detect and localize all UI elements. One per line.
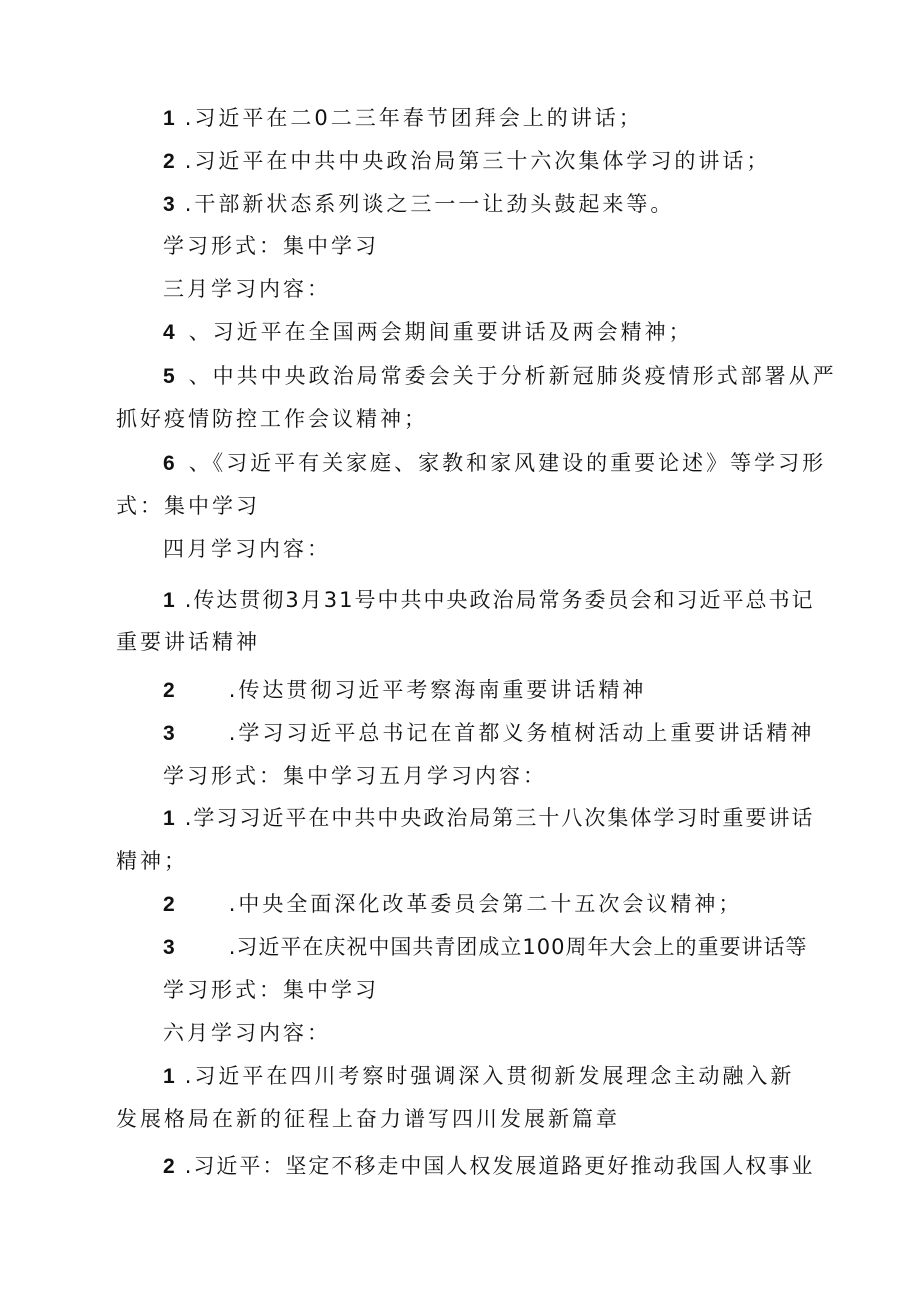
may-item-1-continuation	[116, 847, 188, 875]
item-number: 3	[163, 722, 175, 745]
study-format-line	[163, 976, 379, 1004]
item-text: .习近平在中共中央政治局第三十六次集体学习的讲话；	[184, 149, 771, 173]
may-item-1-line	[163, 804, 814, 833]
paragraph-text: 学习形式：集中学习五月学习内容：	[163, 764, 547, 788]
item-6-continuation	[116, 492, 260, 520]
paragraph-text: 式：集中学习	[116, 494, 260, 518]
paragraph-text: 三月学习内容：	[163, 277, 331, 301]
item-number: 2	[163, 679, 175, 702]
paragraph-text: 发展格局在新的征程上奋力谱写四川发展新篇章	[116, 1107, 620, 1131]
june-item-1-continuation	[116, 1105, 620, 1133]
item-text: 、习近平在全国两会期间重要讲话及两会精神；	[188, 320, 693, 344]
item-text: .中央全面深化改革委员会第二十五次会议精神；	[228, 892, 743, 916]
april-item-1-line	[163, 586, 814, 615]
item-number: 2	[163, 150, 175, 173]
item-number: 2	[163, 1155, 175, 1178]
item-5-continuation	[116, 405, 428, 433]
item-number: 1	[163, 1065, 175, 1088]
item-number: 6	[163, 452, 175, 475]
april-item-3-line	[163, 719, 814, 748]
month-heading-april	[163, 535, 331, 563]
item-text: .习近平在庆祝中国共青团成立100周年大会上的重要讲话等	[228, 935, 808, 959]
item-number: 1	[163, 807, 175, 830]
paragraph-text: 学习形式：集中学习	[163, 978, 379, 1002]
item-number: 3	[163, 193, 175, 216]
june-item-1-line	[163, 1062, 794, 1091]
item-text: .学习习近平在中共中央政治局第三十八次集体学习时重要讲话	[184, 806, 815, 830]
paragraph-text: 六月学习内容：	[163, 1021, 331, 1045]
item-text: .习近平：坚定不移走中国人权发展道路更好推动我国人权事业	[184, 1154, 815, 1178]
may-item-2-line	[163, 890, 742, 919]
item-3-line	[163, 190, 674, 219]
item-6-line	[163, 449, 826, 478]
item-5-line	[163, 362, 837, 391]
item-text: .传达贯彻3月31号中共中央政治局常务委员会和习近平总书记	[184, 588, 815, 612]
item-2-line	[163, 147, 770, 176]
april-item-2-line	[163, 676, 646, 705]
month-heading-june	[163, 1019, 331, 1047]
paragraph-text: 抓好疫情防控工作会议精神；	[116, 407, 428, 431]
item-number: 1	[163, 589, 175, 612]
paragraph-text: 重要讲话精神	[116, 630, 260, 654]
paragraph-text: 精神；	[116, 849, 188, 873]
item-text: 、中共中央政治局常委会关于分析新冠肺炎疫情形式部署从严	[188, 364, 837, 388]
paragraph-text: 四月学习内容：	[163, 537, 331, 561]
item-number: 4	[163, 321, 175, 344]
item-text: 、《习近平有关家庭、家教和家风建设的重要论述》等学习形	[188, 451, 827, 475]
item-number: 3	[163, 936, 175, 959]
item-text: .学习习近平总书记在首都义务植树活动上重要讲话精神	[228, 721, 815, 745]
item-text: .干部新状态系列谈之三一一让劲头鼓起来等。	[184, 192, 675, 216]
item-number: 5	[163, 365, 175, 388]
study-format-may-heading	[163, 762, 547, 790]
april-item-1-continuation	[116, 628, 260, 656]
june-item-2-line	[163, 1152, 814, 1181]
may-item-3-line	[163, 933, 807, 962]
study-format-line	[163, 232, 379, 260]
item-text: .习近平在二0二三年春节团拜会上的讲话；	[184, 106, 643, 130]
item-text: .传达贯彻习近平考察海南重要讲话精神	[228, 678, 647, 702]
item-number: 1	[163, 107, 175, 130]
paragraph-text: 学习形式：集中学习	[163, 234, 379, 258]
month-heading-march	[163, 275, 331, 303]
item-1-line	[163, 104, 643, 133]
item-number: 2	[163, 893, 175, 916]
item-text: .习近平在四川考察时强调深入贯彻新发展理念主动融入新	[184, 1064, 795, 1088]
item-4-line	[163, 318, 693, 347]
